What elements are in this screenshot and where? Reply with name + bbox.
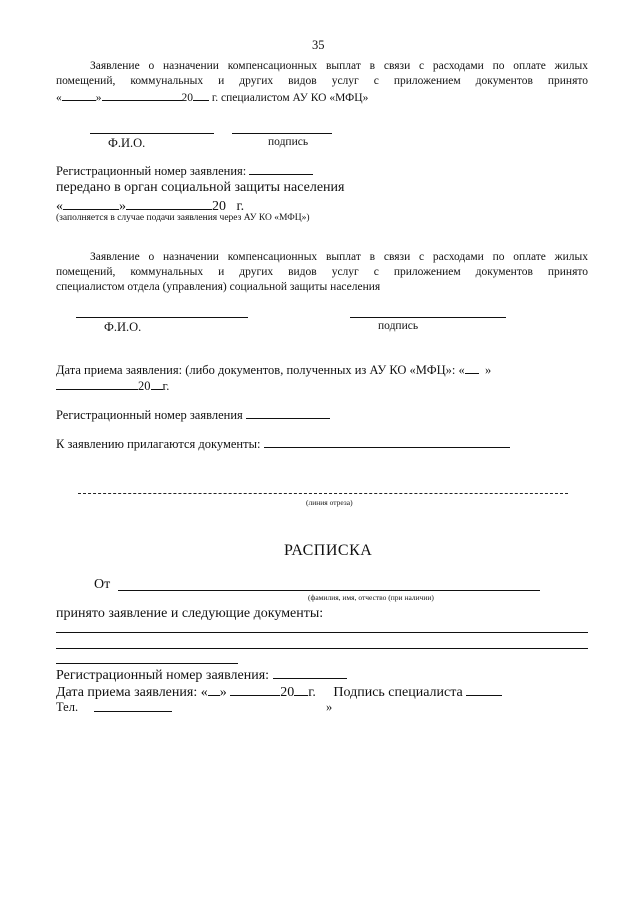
receipt-accepted: принято заявление и следующие документы:: [56, 606, 324, 621]
block2-date-line: Дата приема заявления: (либо документов, полученных из АУ КО «МФЦ»: « »: [56, 363, 492, 377]
block1-fio-label: Ф.И.О.: [108, 136, 146, 150]
block2-line3: специалистом отдела (управления) социальной защиты населения: [56, 281, 381, 293]
block1-fio-line: [90, 133, 214, 134]
block1-line1: Заявление о назначении компенсационных выплат в связи с расходами по оплате жилых: [90, 60, 588, 72]
block2-line1: Заявление о назначении компенсационных выплат в связи с расходами по оплате жилых: [90, 251, 588, 263]
block2-sign-line: [350, 317, 506, 318]
receipt-tel-quote: »: [326, 700, 333, 714]
block1-date-line: « » 20 г. специалистом АУ КО «МФЦ»: [56, 92, 369, 104]
receipt-doc-line-1: [56, 632, 588, 633]
receipt-doc-line-2: [56, 648, 588, 649]
receipt-title: РАСПИСКА: [284, 542, 373, 559]
block1-transfer-date: « » 20 г.: [56, 199, 245, 214]
block1-transfer: передано в орган социальной защиты населения: [56, 180, 345, 195]
block2-date-year: 20 г.: [56, 379, 169, 393]
receipt-tel-label: Тел.: [56, 700, 79, 714]
receipt-from-line: [118, 590, 540, 591]
block1-sign-label: подпись: [268, 136, 309, 148]
receipt-date-line: Дата приема заявления: « » 20 г. Подпись специалиста: [56, 684, 502, 701]
receipt-fio-hint: (фамилия, имя, отчество (при наличии): [308, 593, 434, 602]
receipt-tel-line: [94, 711, 172, 712]
page-number: 35: [312, 38, 325, 52]
block2-fio-label: Ф.И.О.: [104, 320, 142, 334]
block2-fio-line: [76, 317, 248, 318]
block2-line2: помещений, коммунальных и других видов услуг с приложением документов принято: [56, 266, 588, 278]
receipt-from-label: От: [94, 577, 111, 592]
receipt-doc-line-3: [56, 663, 238, 664]
cut-line-label: (линия отреза): [306, 498, 353, 507]
block1-line2: помещений, коммунальных и других видов услуг с приложением документов принято: [56, 75, 588, 87]
block2-sign-label: подпись: [378, 320, 419, 332]
block1-sign-line: [232, 133, 332, 134]
block1-note: (заполняется в случае подачи заявления через АУ КО «МФЦ»): [56, 213, 310, 223]
cut-line: [78, 493, 568, 494]
receipt-reg-number: Регистрационный номер заявления:: [56, 667, 347, 684]
block2-attachments: К заявлению прилагаются документы:: [56, 437, 510, 451]
block2-reg-number: Регистрационный номер заявления: [56, 408, 330, 422]
block1-reg-number: Регистрационный номер заявления:: [56, 164, 313, 178]
